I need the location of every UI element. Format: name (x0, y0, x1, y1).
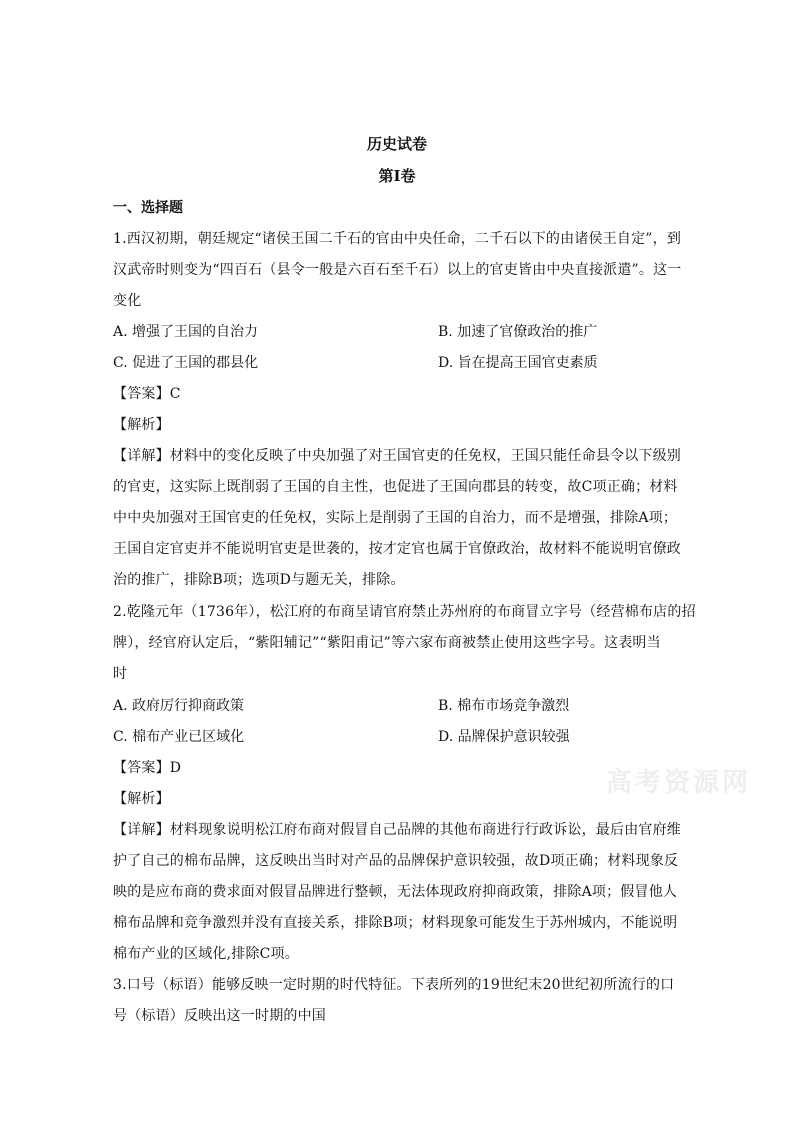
q3-stem-line-2: 号（标语）反映出这一时期的中国 (113, 1008, 326, 1024)
q2-stem-line-1: 2.乾隆元年（1736年），松江府的布商呈请官府禁止苏州府的布商冒立字号（经营棉布店的招 (113, 604, 696, 620)
q1-stem-line-1: 1.西汉初期，朝廷规定“诸侯王国二千石的官由中央任命，二千石以下的由诸侯王自定”，到 (113, 231, 682, 247)
q2-detail-line-1: 【详解】材料现象说明松江府布商对假冒自己品牌的其他布商进行行政诉讼，最后由官府维 (113, 822, 681, 838)
q2-detail-line-3: 映的是应布商的费求面对假冒品牌进行整顿，无法体现政府抑商政策，排除A项；假冒他人 (113, 884, 678, 900)
q2-detail-line-5: 棉布产业的区域化,排除C项。 (113, 946, 299, 962)
q1-option-a: A. 增强了王国的自治力 (113, 324, 259, 340)
q1-option-b: B. 加速了官僚政治的推广 (438, 324, 598, 340)
q2-analysis-label: 【解析】 (113, 791, 170, 807)
q2-detail-line-2: 护了自己的棉布品牌，这反映出当时对产品的品牌保护意识较强，故D项正确；材料现象反 (113, 853, 679, 869)
q2-option-b: B. 棉布市场竞争激烈 (438, 698, 570, 714)
q1-option-d: D. 旨在提高王国官吏素质 (438, 355, 598, 371)
q2-option-d: D. 品牌保护意识较强 (438, 729, 570, 745)
q1-option-c: C. 促进了王国的郡县化 (113, 355, 259, 371)
q2-option-a: A. 政府厉行抑商政策 (113, 698, 245, 714)
q2-answer: 【答案】D (113, 760, 182, 776)
q1-detail-line-1: 【详解】材料中的变化反映了中央加强了对王国官吏的任免权，王国只能任命县令以下级别 (113, 448, 681, 464)
q1-answer: 【答案】C (113, 386, 181, 402)
q1-detail-line-4: 王国自定官吏并不能说明官吏是世袭的，按才定官也属于官僚政治，故材料不能说明官僚政 (113, 541, 681, 557)
watermark: 高考资源网 (606, 768, 752, 798)
q2-option-c: C. 棉布产业已区域化 (113, 729, 245, 745)
section-heading: 一、选择题 (113, 200, 183, 216)
q2-stem-line-3: 时 (113, 666, 128, 682)
q1-detail-line-5: 治的推广，排除B项；选项D与题无关，排除。 (113, 572, 405, 588)
q2-stem-line-2: 牌），经官府认定后，“紫阳辅记”“紫阳甫记”等六家布商被禁止使用这些字号。这表明当 (113, 635, 661, 651)
q1-stem-line-2: 汉武帝时则变为“四百石（县令一般是六百石至千石）以上的官吏皆由中央直接派遣”。这一 (113, 262, 682, 278)
q3-stem-line-1: 3.口号（标语）能够反映一定时期的时代特征。下表所列的19世纪末20世纪初所流行的口 (113, 977, 675, 993)
q1-detail-line-3: 中中央加强对王国官吏的任免权，实际上是削弱了王国的自治力，而不是增强，排除A项； (113, 510, 678, 526)
document-title: 历史试卷 (366, 135, 427, 153)
q1-detail-line-2: 的官吏，这实际上既削弱了王国的自主性，也促进了王国向郡县的转变，故C项正确；材料 (113, 479, 678, 495)
volume-heading: 第I卷 (378, 167, 416, 185)
q2-detail-line-4: 棉布品牌和竞争激烈并没有直接关系，排除B项；材料现象可能发生于苏州城内，不能说明 (113, 915, 678, 931)
q1-stem-line-3: 变化 (113, 293, 142, 309)
q1-analysis-label: 【解析】 (113, 417, 170, 433)
